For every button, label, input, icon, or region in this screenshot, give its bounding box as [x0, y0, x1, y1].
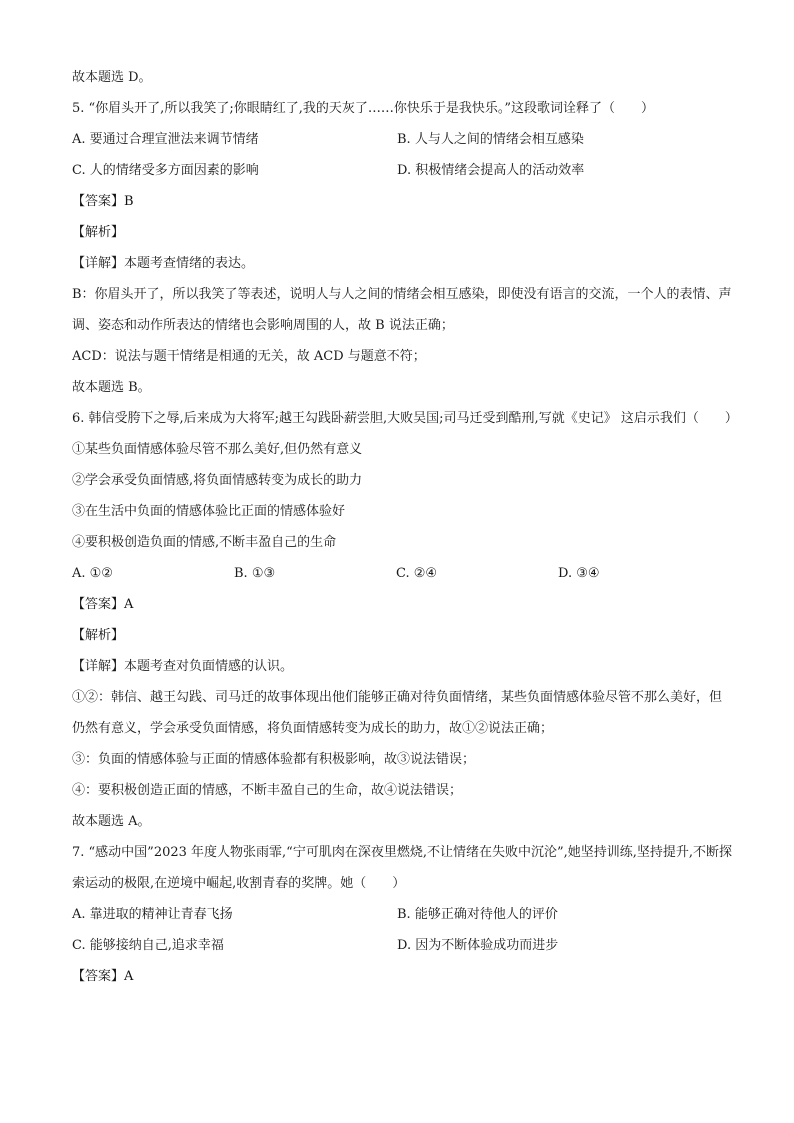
q5-conclusion: 故本题选 B。 — [72, 380, 151, 395]
q5-option-a: A. 要通过合理宣泄法来调节情绪 — [72, 132, 259, 147]
q6-item-1: ①某些负面情感体验尽管不那么美好,但仍然有意义 — [72, 442, 363, 457]
q5-option-c: C. 人的情绪受多方面因素的影响 — [72, 163, 259, 178]
q6-answer: 【答案】A — [72, 597, 134, 612]
q6-option-d: D. ③④ — [558, 566, 600, 581]
q7-stem: 7. “感动中国”2023 年度人物张雨霏,“宁可肌肉在深夜里燃烧,不让情绪在失败中沉沦”,她坚持训练,坚持提升,不断探索运动的极限,在逆境中崛起,收割青春的奖牌。她（ ） — [72, 845, 732, 891]
q7-option-b: B. 能够正确对待他人的评价 — [397, 907, 558, 922]
q5-answer: 【答案】B — [72, 194, 134, 209]
q6-analysis-label: 【解析】 — [72, 628, 125, 643]
q5-options-row1 — [72, 124, 732, 155]
q7-option-a: A. 靠进取的精神让青春飞扬 — [72, 907, 233, 922]
document-page — [72, 62, 738, 992]
q7-option-c: C. 能够接纳自己,追求幸福 — [72, 938, 224, 953]
q6-option-a: A. ①② — [72, 566, 113, 581]
q7-option-d: D. 因为不断体验成功而进步 — [397, 938, 559, 953]
q6-detail: 【详解】本题考查对负面情感的认识。 — [72, 659, 294, 674]
q5-option-d: D. 积极情绪会提高人的活动效率 — [397, 163, 585, 178]
q6-item-2: ②学会承受负面情感,将负面情感转变为成长的助力 — [72, 473, 363, 488]
q5-analysis-label: 【解析】 — [72, 225, 125, 240]
q6-option-b: B. ①③ — [234, 566, 276, 581]
q6-conclusion: 故本题选 A。 — [72, 814, 151, 829]
q6-item-4: ④要积极创造负面的情感,不断丰盈自己的生命 — [72, 535, 337, 550]
q6-4-explanation: ④：要积极创造正面的情感，不断丰盈自己的生命，故④说法错误； — [72, 783, 463, 798]
q7-answer: 【答案】A — [72, 969, 134, 984]
q6-12-explanation: ①②：韩信、越王勾践、司马迁的故事体现出他们能够正确对待负面情绪，某些负面情感体验尽管不那么美好，但仍然有意义，学会承受负面情感，将负面情感转变为成长的助力，故①②说法正确； — [72, 690, 723, 736]
q6-option-c: C. ②④ — [396, 566, 438, 581]
q7-options-row2 — [72, 930, 732, 961]
q5-option-b: B. 人与人之间的情绪会相互感染 — [397, 132, 584, 147]
q5-options-row2 — [72, 155, 732, 186]
q6-3-explanation: ③：负面的情感体验与正面的情感体验都有积极影响，故③说法错误； — [72, 752, 476, 767]
q6-stem: 6. 韩信受胯下之辱,后来成为大将军;越王勾践卧薪尝胆,大败吴国;司马迁受到酷刑,写就《史记》 这启示我们（ ） — [72, 411, 738, 426]
prev-conclusion: 故本题选 D。 — [72, 70, 152, 85]
q6-item-3: ③在生活中负面的情感体验比正面的情感体验好 — [72, 504, 346, 519]
q6-options — [72, 558, 732, 589]
q5-acd-explanation: ACD：说法与题干情绪是相通的无关，故 ACD 与题意不符； — [72, 349, 426, 364]
q5-b-explanation: B：你眉头开了，所以我笑了等表述，说明人与人之间的情绪会相互感染，即使没有语言的交流，一个人的表情、声调、姿态和动作所表达的情绪也会影响周围的人，故 B 说法正确； — [72, 287, 732, 333]
q7-options-row1 — [72, 899, 732, 930]
q5-stem: 5. “你眉头开了,所以我笑了;你眼睛红了,我的天灰了……你快乐于是我快乐。”这段歌词诠释了（ ） — [72, 101, 654, 116]
q5-detail: 【详解】本题考查情绪的表达。 — [72, 256, 255, 271]
